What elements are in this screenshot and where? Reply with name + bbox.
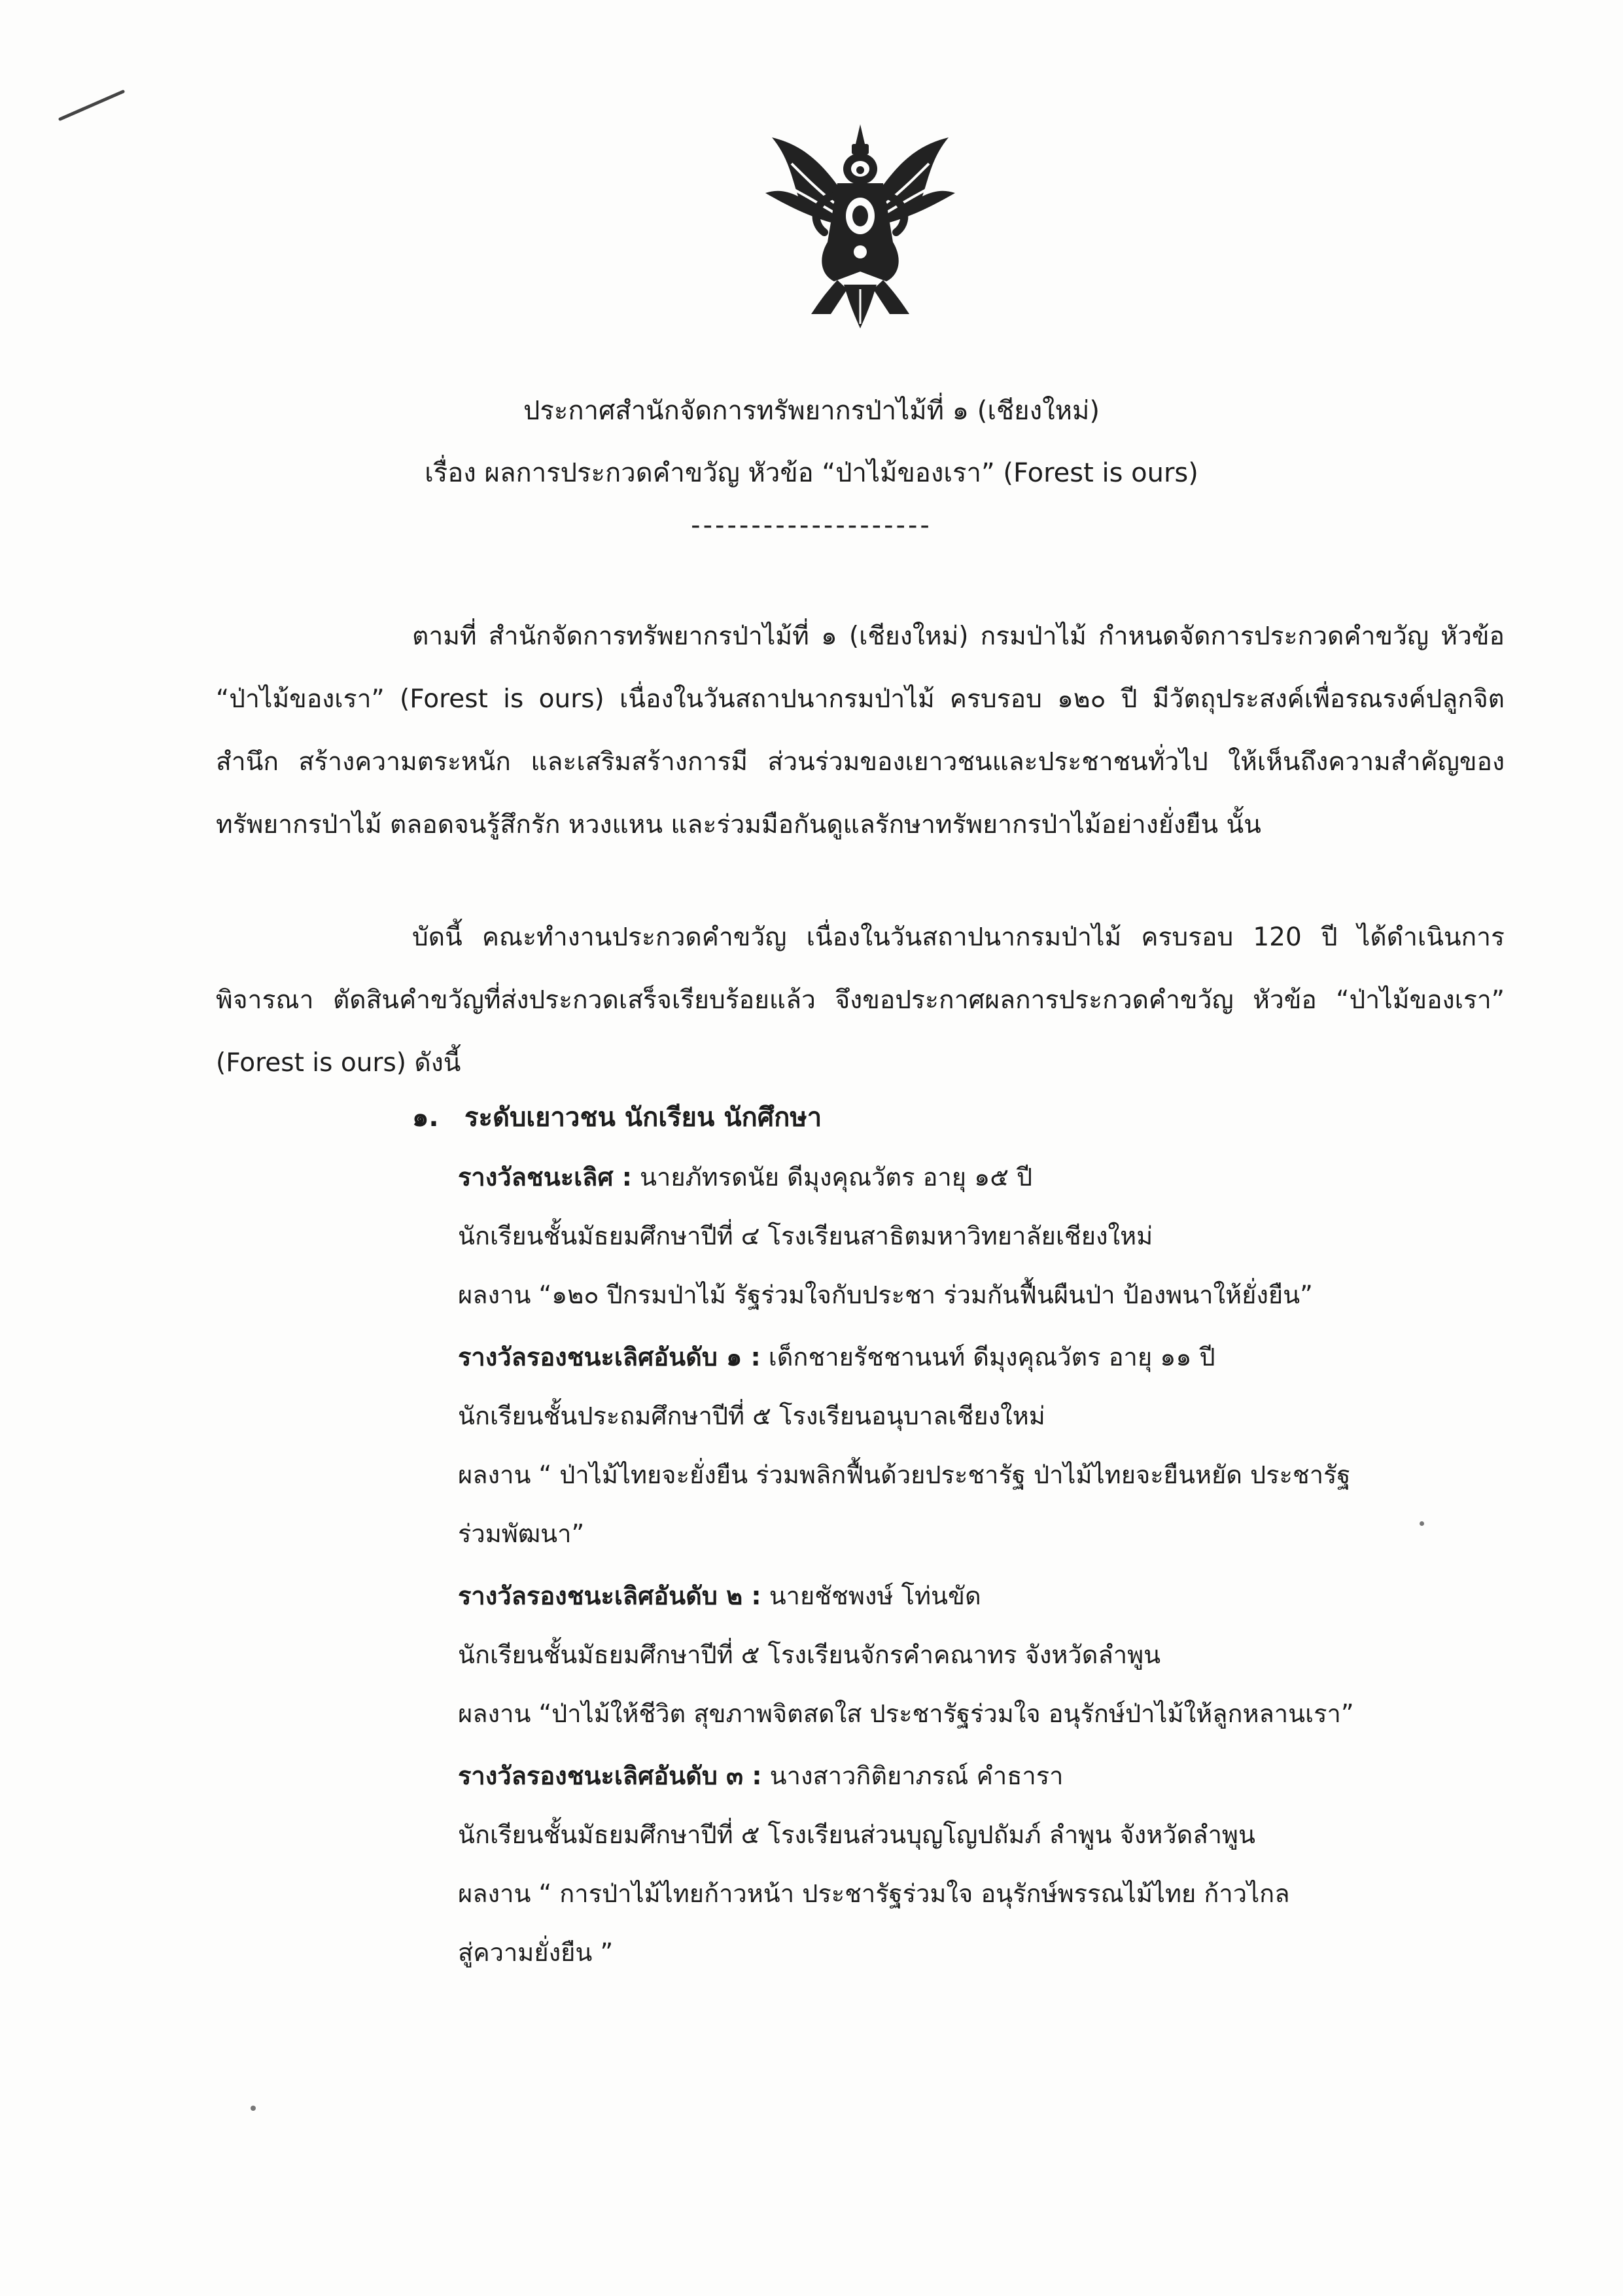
award-school: นักเรียนชั้นมัธยมศึกษาปีที่ ๕ โรงเรียนส่วนบุญโญปถัมภ์ ลำพูน จังหวัดลำพูน (458, 1820, 1255, 1849)
award-winner-line (458, 1157, 1032, 1197)
award-work-continued: ร่วมพัฒนา” (458, 1519, 585, 1548)
award-label: รางวัลรองชนะเลิศอันดับ ๑ : (458, 1343, 761, 1371)
award-label: รางวัลรองชนะเลิศอันดับ ๒ : (458, 1581, 761, 1610)
announcement-title: ประกาศสำนักจัดการทรัพยากรป่าไม้ที่ ๑ (เชียงใหม่) (523, 396, 1100, 426)
announcement-subject: เรื่อง ผลการประกวดคำขวัญ หัวข้อ “ป่าไม้ของเรา” (Forest is ours) (425, 458, 1198, 488)
section-heading (412, 1096, 822, 1138)
award-work: ผลงาน “๑๒๐ ปีกรมป่าไม้ รัฐร่วมใจกับประชา ร่วมกันฟื้นผืนป่า ป้องพนาให้ยั่งยืน” (458, 1280, 1313, 1309)
award-winner-line (458, 1337, 1215, 1377)
award-name: เด็กชายรัชชานนท์ ดีมุงคุณวัตร อายุ ๑๑ ปี (768, 1343, 1215, 1371)
scan-speck (251, 2106, 256, 2111)
award-work: ผลงาน “ป่าไม้ให้ชีวิต สุขภาพจิตสดใส ประชารัฐร่วมใจ อนุรักษ์ป่าไม้ให้ลูกหลานเรา” (458, 1699, 1354, 1728)
announcement-paragraph: บัดนี้ คณะทำงานประกวดคำขวัญ เนื่องในวันสถาปนากรมป่าไม้ ครบรอบ 120 ปี ได้ดำเนินการพิจารณา ตัดสินคำขวัญที่ส่งประกวดเสร็จเรียบร้อยแล้ว จึงขอประกาศผลการประกวดคำขวัญ หัวข้อ “ป่าไม้ของเรา” (Forest is ours) ดังนี้ (216, 923, 1505, 1078)
scan-speck (1420, 1521, 1424, 1526)
award-winner-line (458, 1576, 981, 1616)
award-school: นักเรียนชั้นมัธยมศึกษาปีที่ ๔ โรงเรียนสาธิตมหาวิทยาลัยเชียงใหม่ (458, 1222, 1153, 1250)
garuda-emblem-icon (752, 118, 968, 334)
award-school: นักเรียนชั้นประถมศึกษาปีที่ ๕ โรงเรียนอนุบาลเชียงใหม่ (458, 1402, 1045, 1430)
award-name: นางสาวกิติยาภรณ์ คำธารา (769, 1761, 1064, 1790)
award-name: นายชัชพงษ์ โท่นขัด (769, 1581, 981, 1610)
pen-stroke-mark (52, 85, 131, 124)
section-number: ๑. (412, 1103, 439, 1133)
award-name: นายภัทรดนัย ดีมุงคุณวัตร อายุ ๑๕ ปี (640, 1163, 1033, 1192)
intro-paragraph: ตามที่ สำนักจัดการทรัพยากรป่าไม้ที่ ๑ (เชียงใหม่) กรมป่าไม้ กำหนดจัดการประกวดคำขวัญ หัวข้อ “ป่าไม้ของเรา” (Forest is ours) เนื่องในวันสถาปนากรมป่าไม้ ครบรอบ ๑๒๐ ปี มีวัตถุประสงค์เพื่อรณรงค์ปลูกจิตสำนึก สร้างความตระหนัก และเสริมสร้างการมี ส่วนร่วมของเยาวชนและประชาชนทั่วไป ให้เห็นถึงความสำคัญของทรัพยากรป่าไม้ ตลอดจนรู้สึกรัก หวงแหน และร่วมมือกันดูแลรักษาทรัพยากรป่าไม้อย่างยั่งยืน นั้น (216, 622, 1505, 839)
section-title: ระดับเยาวชน นักเรียน นักศึกษา (464, 1103, 822, 1133)
award-school: นักเรียนชั้นมัธยมศึกษาปีที่ ๕ โรงเรียนจักรคำคณาทร จังหวัดลำพูน (458, 1640, 1161, 1669)
award-winner-line (458, 1756, 1063, 1795)
award-work: ผลงาน “ ป่าไม้ไทยจะยั่งยืน ร่วมพลิกฟื้นด้วยประชารัฐ ป่าไม้ไทยจะยืนหยัด ประชารัฐ (458, 1460, 1351, 1489)
award-label: รางวัลชนะเลิศ : (458, 1163, 632, 1192)
award-work: ผลงาน “ การป่าไม้ไทยก้าวหน้า ประชารัฐร่วมใจ อนุรักษ์พรรณไม้ไทย ก้าวไกล (458, 1879, 1290, 1908)
award-label: รางวัลรองชนะเลิศอันดับ ๓ : (458, 1761, 762, 1790)
award-work-continued: สู่ความยั่งยืน ” (458, 1938, 614, 1967)
title-divider: -------------------- (691, 510, 932, 540)
